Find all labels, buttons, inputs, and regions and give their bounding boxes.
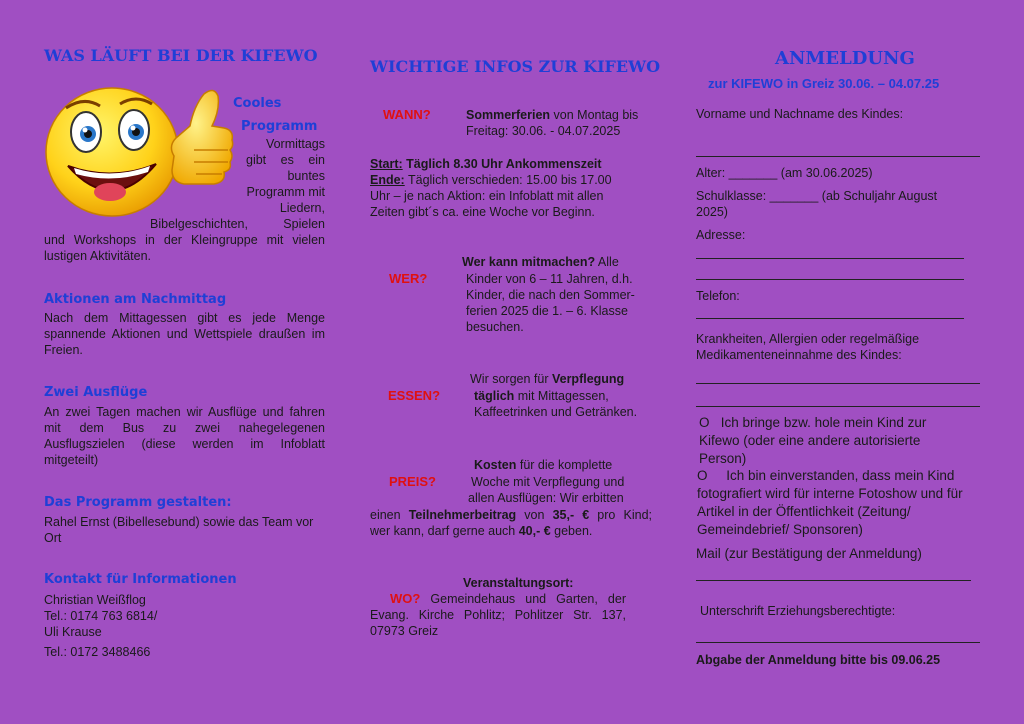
cool-heading-1: Cooles [233, 96, 282, 111]
essen-line3: Kaffeetrinken und Getränken. [474, 405, 638, 419]
wo-block [370, 591, 626, 639]
essen-bold2: täglich [474, 389, 515, 403]
ende-block [370, 172, 632, 220]
ausfluege-text: An zwei Tagen machen wir Ausflüge und fahren mit dem Bus zu zwei nahegelegenen Ausflugszielen (diese werden im Infoblatt mitgeteilt) [44, 405, 325, 467]
kosten-bold: Kosten [474, 458, 517, 472]
adresse-line-2[interactable] [696, 279, 964, 280]
krank-line-1[interactable] [696, 383, 980, 384]
wo-text: Gemeindehaus und Garten, der Evang. Kirche Pohlitz; Pohlitzer Str. 137, 07973 Greiz [370, 592, 626, 638]
wer-text [466, 271, 635, 335]
start-text: Täglich 8.30 Uhr Ankommenszeit [402, 157, 602, 171]
wer-line: ferien 2025 die 1. – 6. Klasse [466, 304, 628, 318]
ausfluege-heading: Zwei Ausflüge [44, 385, 148, 400]
option1-text: Ich bringe bzw. hole mein Kind zur Kifewo (oder eine andere autorisierte Person) [699, 415, 927, 466]
essen-bold: Verpflegung [551, 372, 625, 386]
programm-heading: Das Programm gestalten: [44, 495, 232, 510]
option1[interactable] [699, 414, 969, 468]
cool-tail: und Workshops in der Kleingruppe mit vielen lustigen Aktivitäten. [44, 233, 325, 263]
kontakt-name: Christian Weißflog [44, 593, 146, 607]
kosten-line [474, 457, 612, 473]
cool-line: Liedern, [279, 201, 325, 215]
kontakt-phone: Tel.: 0174 763 6814/ [44, 609, 158, 623]
cool-text-block [150, 136, 325, 232]
wer-label: WER? [389, 271, 428, 286]
wann-label: WANN? [383, 107, 431, 122]
adresse-line-1[interactable] [696, 258, 964, 259]
start-label: Start: [370, 157, 403, 171]
telefon-line[interactable] [696, 318, 964, 319]
ende-label: Ende: [370, 173, 405, 187]
wo-label: WO? [390, 591, 421, 606]
cool-line: Bibelgeschichten, Spielen [150, 217, 325, 231]
telefon-label: Telefon: [696, 289, 740, 303]
wann-rest: von Montag bis [550, 108, 639, 122]
aktionen-heading: Aktionen am Nachmittag [44, 292, 227, 307]
col1-title: WAS LÄUFT BEI DER KIFEWO [44, 46, 318, 65]
option2-checkbox[interactable]: O [697, 468, 708, 483]
wann-bold: Sommerferien [466, 108, 551, 122]
option1-checkbox[interactable]: O [699, 415, 710, 430]
name-label: Vorname und Nachname des Kindes: [696, 107, 904, 121]
essen-rest2: mit Mittagessen, [514, 389, 609, 403]
adresse-label: Adresse: [696, 228, 746, 242]
essen-label: ESSEN? [388, 388, 441, 403]
preis-l4c: von [516, 508, 553, 522]
option2-text: Ich bin einverstanden, dass mein Kind fotografiert wird für interne Fotoshow und für Artikel in der Öffentlichkeit (Zeitung/ Gemeindebrief/ Sponsoren) [697, 468, 963, 537]
wer-rest: Alle [595, 255, 619, 269]
unterschrift-line[interactable] [696, 642, 980, 643]
wer-line: Kinder von 6 – 11 Jahren, d.h. [466, 272, 633, 286]
aktionen-text: Nach dem Mittagessen gibt es jede Menge spannende Aktionen und Wettspiele draußen im Freien. [44, 311, 325, 357]
kontakt-name: Uli Krause [44, 625, 102, 639]
mail-label: Mail (zur Bestätigung der Anmeldung) [696, 546, 922, 561]
krank-label: Krankheiten, Allergien oder regelmäßige Medikamenteneinnahme des Kindes: [696, 332, 920, 362]
preis-line4 [370, 507, 652, 523]
col3-title: ANMELDUNG [775, 48, 915, 69]
schulklasse-label[interactable]: Schulklasse: _______ (ab Schuljahr August 2025) [696, 189, 938, 219]
preis-line5 [370, 523, 592, 539]
preis-line3: allen Ausflügen: Wir erbitten [468, 491, 624, 505]
preis-l4b: Teilnehmerbeitrag [408, 508, 517, 522]
start-line [370, 156, 655, 172]
cool-line: gibt es ein [246, 153, 325, 167]
wann-text [466, 107, 666, 139]
option2[interactable] [697, 467, 987, 539]
kontakt-heading: Kontakt für Informationen [44, 572, 237, 587]
wer-line: Kinder, die nach den Sommer- [466, 288, 635, 302]
wer-bold: Wer kann mitmachen? [462, 255, 596, 269]
wer-line: besuchen. [466, 320, 524, 334]
name-line[interactable] [696, 156, 980, 157]
cool-heading-2: Programm [241, 119, 318, 134]
preis-line2: Woche mit Verpflegung und [471, 475, 625, 489]
krank-line-2[interactable] [696, 406, 980, 407]
wann-line: Freitag: 30.06. - 04.07.2025 [466, 124, 621, 138]
kontakt-block [44, 592, 157, 660]
cool-line: buntes [287, 169, 325, 183]
preis-l4d: 35,- € [552, 508, 590, 522]
mail-line[interactable] [696, 580, 971, 581]
preis-l5c: geben. [550, 524, 593, 538]
abgabe-note: Abgabe der Anmeldung bitte bis 09.06.25 [696, 653, 941, 667]
ort-heading-text: Veranstaltungsort: [463, 576, 574, 590]
preis-l4a: einen [370, 508, 409, 522]
wann-line [466, 107, 666, 123]
unterschrift-label: Unterschrift Erziehungsberechtigte: [700, 604, 896, 618]
preis-l4e: pro Kind; [589, 508, 652, 522]
alter-label[interactable]: Alter: _______ (am 30.06.2025) [696, 166, 873, 180]
col3-subtitle: zur KIFEWO in Greiz 30.06. – 04.07.25 [708, 76, 940, 91]
preis-l5b: 40,- € [518, 524, 551, 538]
cool-line: Vormittags [265, 137, 325, 151]
essen-pre: Wir sorgen für [470, 372, 552, 386]
ende-text: Täglich verschieden: 15.00 bis 17.00 Uhr – je nach Aktion: ein Infoblatt mit allen Zeiten gibt´s ca. eine Woche vor Beginn. [370, 173, 612, 219]
ort-heading [463, 575, 573, 591]
preis-l5a: wer kann, darf gerne auch [370, 524, 519, 538]
programm-text: Rahel Ernst (Bibellesebund) sowie das Team vor Ort [44, 515, 314, 545]
kontakt-phone: Tel.: 0172 3488466 [44, 645, 151, 659]
col2-title: WICHTIGE INFOS ZUR KIFEWO [370, 57, 661, 76]
wer-heading [462, 254, 619, 270]
kosten-rest: für die komplette [516, 458, 613, 472]
essen-line2 [474, 388, 609, 404]
cool-line: Programm mit [246, 185, 325, 199]
essen-line1 [470, 371, 624, 387]
preis-label: PREIS? [389, 474, 436, 489]
